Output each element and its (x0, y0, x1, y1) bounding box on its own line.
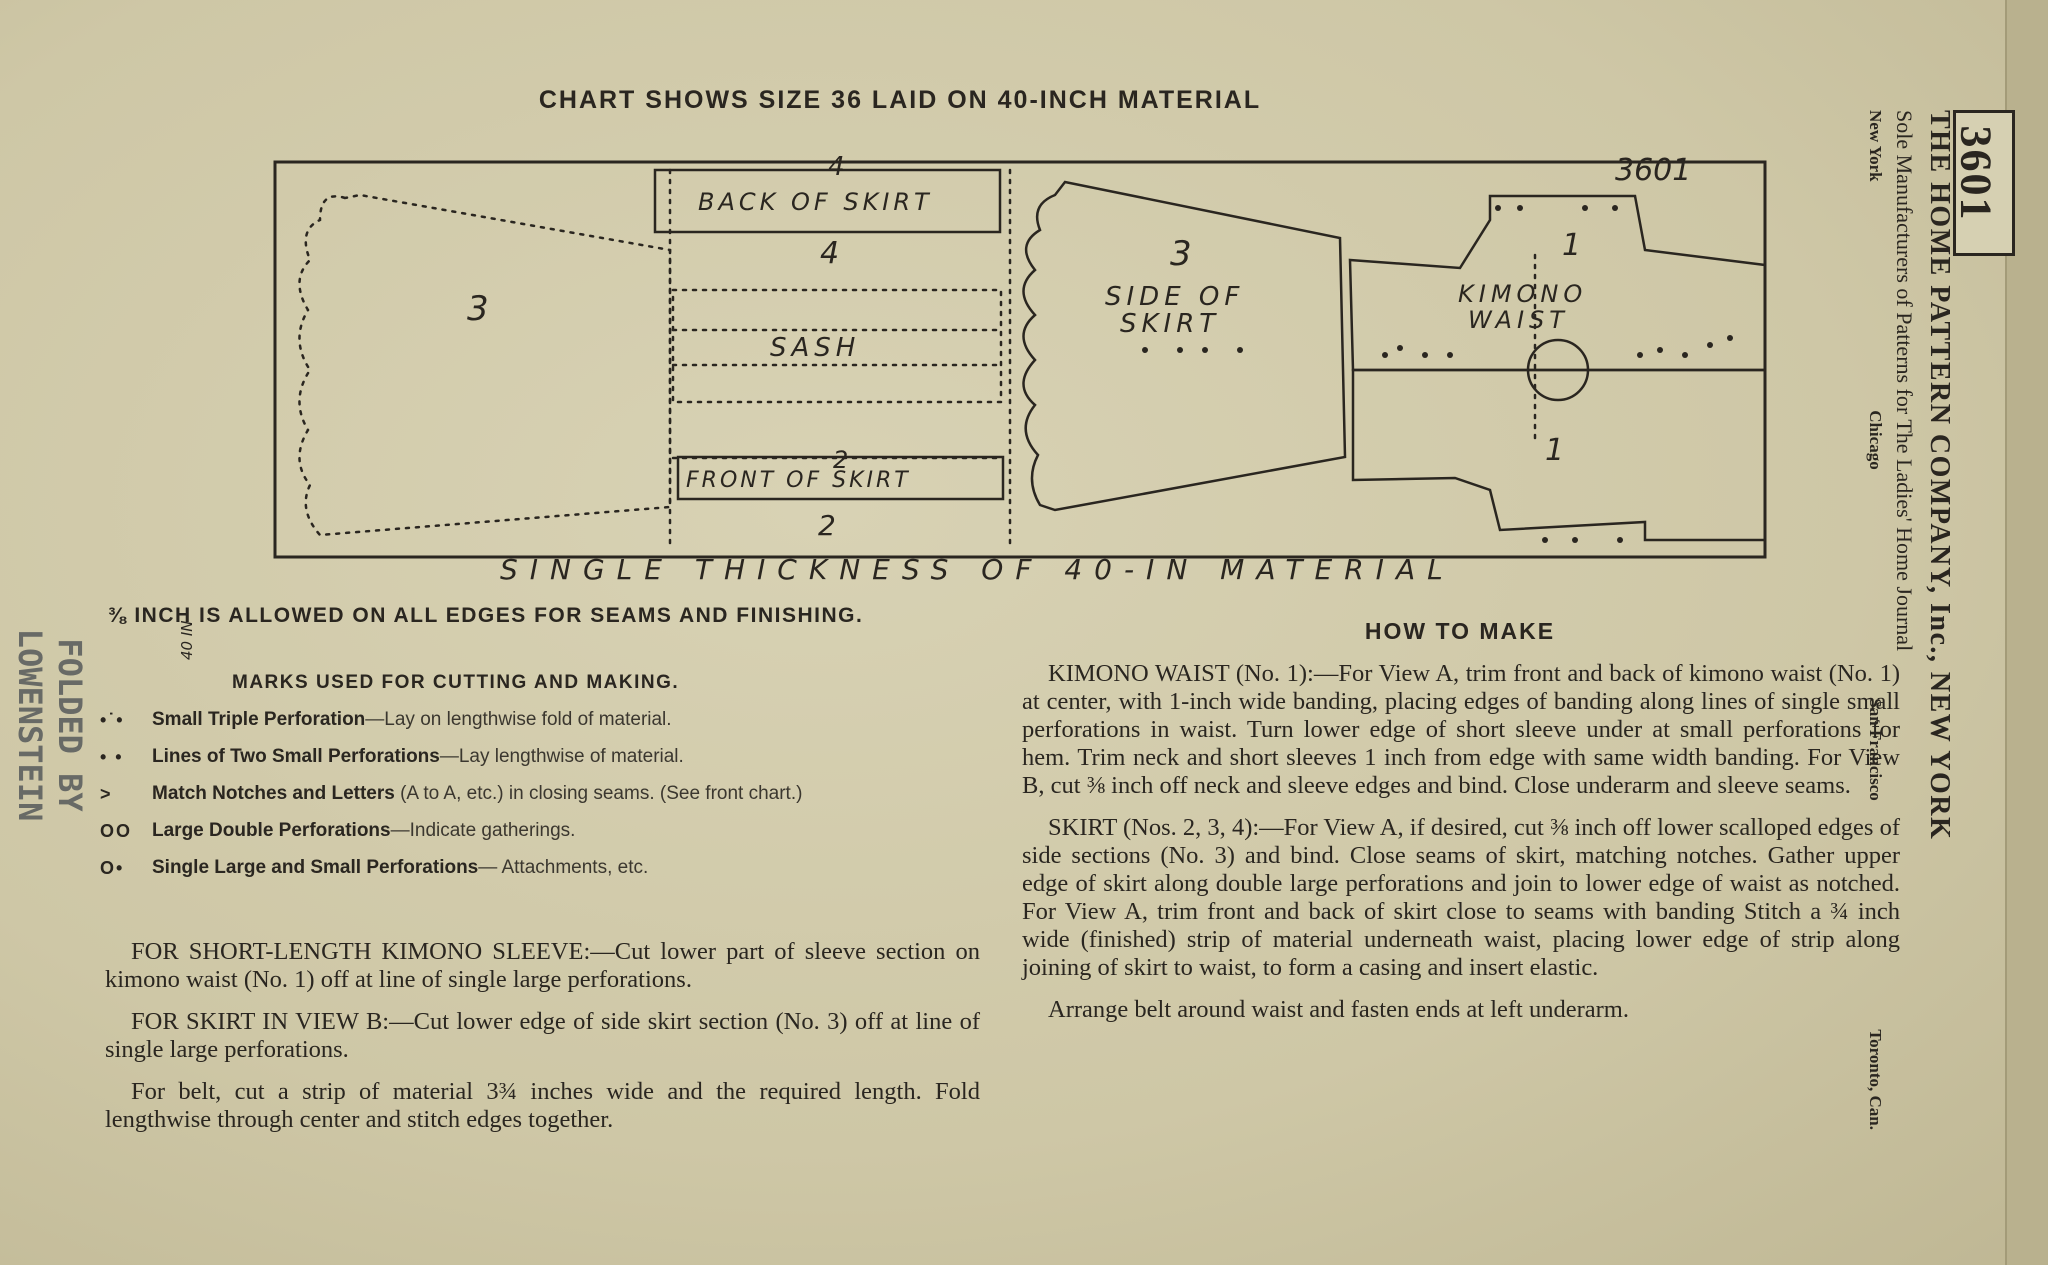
kimono-waist-label-2: WAIST (1468, 306, 1569, 334)
piece-1-number-top: 1 (1562, 228, 1582, 263)
city: New York (1866, 110, 1885, 182)
front-of-skirt-label: FRONT OF SKIRT (686, 468, 911, 493)
cutting-layout-diagram (240, 150, 1780, 580)
side-of-skirt-label-2: SKIRT (1120, 309, 1221, 339)
kimono-waist-label-1: KIMONO (1458, 280, 1588, 308)
piece-3-side-number: 3 (1170, 234, 1192, 274)
city: Chicago (1866, 410, 1885, 470)
mark-desc: —Indicate gatherings. (390, 820, 576, 841)
skirt-view-b-instruction: FOR SKIRT IN VIEW B:—Cut lower edge of side skirt section (No. 3) off at line of single large perforations. (105, 1008, 980, 1063)
mark-desc: —Lay lengthwise of material. (439, 746, 684, 767)
skirt-side-piece-left (299, 195, 670, 535)
city: Toronto, Can. (1866, 1029, 1885, 1130)
mark-name: Lines of Two Small Perforations (152, 746, 440, 767)
triple-perforation-icon: •˙• (100, 710, 125, 730)
piece-4-number: 4 (820, 236, 840, 271)
city: San Francisco (1866, 698, 1885, 801)
side-of-skirt-piece (1024, 182, 1346, 510)
folded-by-stamp (10, 560, 90, 890)
kimono-waist-instruction: KIMONO WAIST (No. 1):—For View A, trim front and back of kimono waist (No. 1) at center, with 1-inch wide banding, placing edges of banding along lines of single small perforations in waist. Turn lower edge of short sleeve under at small perforations for hem. Trim neck and short sleeves 1 inch from edge with same width banding. For View B, cut ⅜ inch off neck and sleeve edges and bind. Close underarm and sleeve seams. (1022, 660, 1900, 799)
mark-item (100, 817, 990, 845)
stamp-line-2: LOWENSTEIN (11, 628, 49, 822)
large-double-perforation-icon: OO (100, 821, 133, 841)
piece-2-number: 2 (818, 509, 836, 542)
piece-2-number-top: 2 (833, 446, 849, 474)
notch-icon: > (100, 784, 113, 804)
mark-desc: — Attachments, etc. (478, 857, 649, 878)
material-outline (275, 162, 1765, 557)
perforation-marks (1142, 205, 1733, 543)
company-cities (1865, 110, 1885, 1130)
mark-item (100, 780, 990, 808)
side-of-skirt-label-1: SIDE OF (1105, 282, 1245, 312)
mark-desc: —Lay on lengthwise fold of material. (365, 709, 672, 730)
mark-name: Large Double Perforations (152, 820, 391, 841)
short-sleeve-instruction: FOR SHORT-LENGTH KIMONO SLEEVE:—Cut lower part of sleeve section on kimono waist (No. 1) off at line of single large perforations. (105, 938, 980, 993)
large-small-perforation-icon: O• (100, 858, 125, 878)
cutting-instructions (105, 938, 980, 1148)
marks-legend-title: MARKS USED FOR CUTTING AND MAKING. (232, 672, 680, 693)
company-subtitle: Sole Manufacturers of Patterns for The Ladies' Home Journal (1892, 110, 1917, 652)
piece-1-number-bottom: 1 (1545, 433, 1565, 468)
mark-name: Small Triple Perforation (152, 709, 366, 730)
back-of-skirt-label: BACK OF SKIRT (698, 188, 933, 216)
mark-desc: (A to A, etc.) in closing seams. (See front chart.) (394, 783, 803, 804)
mark-name: Single Large and Small Perforations (152, 857, 479, 878)
piece-4-number-top: 4 (828, 152, 845, 182)
company-name: THE HOME PATTERN COMPANY, Inc., NEW YORK (1924, 110, 1955, 841)
skirt-instruction: SKIRT (Nos. 2, 3, 4):—For View A, if desired, cut ⅜ inch off lower scalloped edges of side sections (No. 3) and bind. Close seams of skirt, matching notches. Gather upper edge of skirt along double large perforations and join to lower edge of waist as notched. For View A, trim front and back of skirt close to seams with banding Stitch a ¾ inch wide (finished) strip of material underneath waist, placing lower edge of strip along joining of skirt to waist, to form a casing and insert elastic. (1022, 814, 1900, 981)
how-to-make-title: HOW TO MAKE (1364, 618, 1556, 644)
chart-title: CHART SHOWS SIZE 36 LAID ON 40-INCH MATERIAL (538, 86, 1262, 114)
how-to-make-instructions (1022, 660, 1900, 1038)
belt-instruction: For belt, cut a strip of material 3¾ inches wide and the required length. Fold lengthwise through center and stitch edges together. (105, 1078, 980, 1133)
stamp-line-1: FOLDED BY (51, 638, 89, 812)
diagram-pattern-number: 3601 (1615, 153, 1692, 188)
two-perforations-icon: • • (100, 747, 124, 767)
mark-item (100, 743, 990, 771)
piece-3-number: 3 (467, 289, 489, 329)
sash-label: SASH (770, 333, 861, 363)
manufacturer-band (1835, 110, 1955, 1250)
material-width-label: 40 IN (178, 620, 196, 660)
belt-arrange-instruction: Arrange belt around waist and fasten ends at left underarm. (1048, 996, 1629, 1023)
marks-legend (100, 706, 990, 891)
pattern-number: 3601 (1951, 125, 2001, 222)
seam-allowance-note: ⅜ INCH IS ALLOWED ON ALL EDGES FOR SEAMS AND FINISHING. (108, 604, 864, 627)
mark-name: Match Notches and Letters (152, 783, 395, 804)
mark-item (100, 706, 990, 734)
material-thickness-caption: SINGLE THICKNESS OF 40-IN MATERIAL (500, 553, 1455, 586)
mark-item (100, 854, 990, 882)
